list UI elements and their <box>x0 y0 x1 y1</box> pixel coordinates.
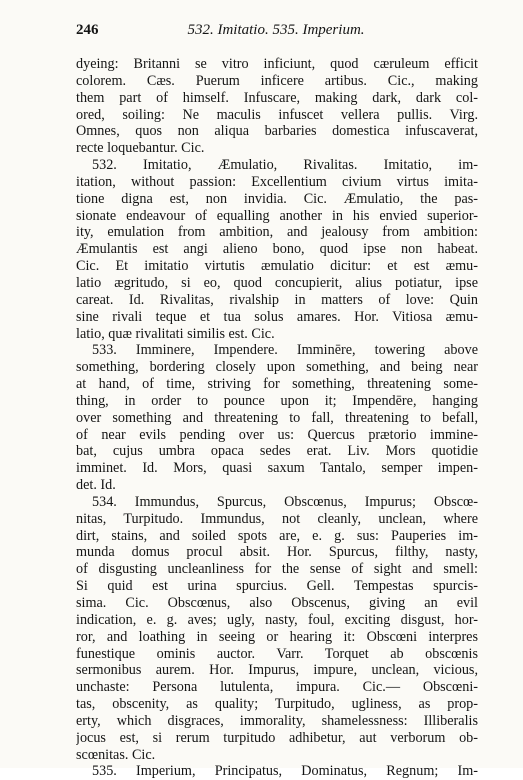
entry-533-heading-line: 533. Imminere, Impendere. Imminēre, towering above <box>92 342 478 359</box>
text-line: ored, soiling: Ne maculis infuscet vellera pullis. Virg. <box>76 106 478 123</box>
entry-535-heading-line: 535. Imperium, Principatus, Dominatus, Regnum; Im- <box>92 763 478 780</box>
text-line: itation, without passion: Excellentium civium virtus imita- <box>76 173 478 190</box>
text-line: over something and threatening to fall, threatening to befall, <box>76 409 478 426</box>
text-line: latio, quæ rivalitati similis est. Cic. <box>76 325 275 342</box>
text-line: det. Id. <box>76 477 116 494</box>
text-line: munda domus procul absit. Hor. Spurcus, filthy, nasty, <box>76 544 478 561</box>
text-line: at hand, of time, striving for something, threatening some- <box>76 376 478 393</box>
text-line: careat. Id. Rivalitas, rivalship in matters of love: Quin <box>76 291 478 308</box>
text-line: thing, in order to pounce upon it; Impendēre, hanging <box>76 392 478 409</box>
text-line: something, bordering closely upon something, and being near <box>76 359 478 376</box>
text-line: Æmulantis est angi alieno bono, quod ipse non habeat. <box>76 241 478 258</box>
text-line: funestique ominis auctor. Varr. Torquet ab obscœnis <box>76 645 478 662</box>
entry-532-heading-line: 532. Imitatio, Æmulatio, Rivalitas. Imitatio, im- <box>92 157 478 174</box>
text-line: sine rivali teque et tua solus amares. Hor. Vitiosa æmu- <box>76 308 478 325</box>
text-line: colorem. Cæs. Puerum inficere artibus. Cic., making <box>76 72 478 89</box>
text-line: Si quid est urina spurcius. Gell. Tempestas spurcis- <box>76 578 478 595</box>
entry-534-heading-line: 534. Immundus, Spurcus, Obscœnus, Impurus; Obscœ- <box>92 493 478 510</box>
text-line: dirt, stains, and soiled spots are, e. g. sus: Pauperies im- <box>76 527 478 544</box>
page-body <box>76 56 478 780</box>
text-line: jocus est, si rerum turpitudo adhibetur, aut verborum ob- <box>76 729 478 746</box>
text-line: sima. Cic. Obscœnus, also Obscenus, giving an evil <box>76 595 478 611</box>
text-line: recte loquebantur. Cic. <box>76 140 205 157</box>
text-line: nitas, Turpitudo. Immundus, not cleanly, unclean, where <box>76 510 478 527</box>
text-line: ror, and loathing in seeing or hearing it: Obscœni interpres <box>76 628 478 645</box>
text-line: them part of himself. Infuscare, making dark, dark col- <box>76 89 478 106</box>
page-header <box>76 22 476 44</box>
text-line: of disgusting uncleanliness for the sense of sight and smell: <box>76 561 478 578</box>
text-line: dyeing: Britanni se vitro inficiunt, quod cæruleum efficit <box>76 56 478 72</box>
text-line: latio ægritudo, si eo, quod concupierit, alius potiatur, ipse <box>76 274 478 291</box>
text-line: Omnes, quos non aliqua barbaries domestica infuscaverat, <box>76 123 478 140</box>
text-line: erty, which disgraces, immorality, shamelessness: Illiberalis <box>76 712 478 729</box>
text-line: ity, emulation from ambition, and jealousy from ambition: <box>76 224 478 241</box>
text-line: of near evils pending over us: Quercus prætorio immine- <box>76 426 478 443</box>
text-line: scœnitas. Cic. <box>76 746 156 763</box>
text-line: indication, e. g. aves; ugly, nasty, foul, exciting disgust, hor- <box>76 611 478 628</box>
text-line: tas, obscenity, as quality; Turpitudo, ugliness, as prop- <box>76 696 478 713</box>
text-line: tione digna est, non invidia. Cic. Æmulatio, the pas- <box>76 190 478 207</box>
text-line: imminet. Id. Mors, quasi saxum Tantalo, semper impen- <box>76 460 478 477</box>
page-number: 246 <box>76 22 99 38</box>
text-line: sermonibus aurem. Hor. Impurus, impure, unclean, vicious, <box>76 662 478 679</box>
running-title: 532. Imitatio. 535. Imperium. <box>187 22 365 38</box>
text-line: bat, cujus umbra opaca sedes erat. Liv. Mors quotidie <box>76 443 478 460</box>
text-line: Cic. Et imitatio virtutis æmulatio dicitur: et est æmu- <box>76 258 478 275</box>
text-line: unchaste: Persona lutulenta, impura. Cic.— Obscœni- <box>76 679 478 696</box>
text-line: sionate endeavour of equalling another in his envied superior- <box>76 207 478 224</box>
